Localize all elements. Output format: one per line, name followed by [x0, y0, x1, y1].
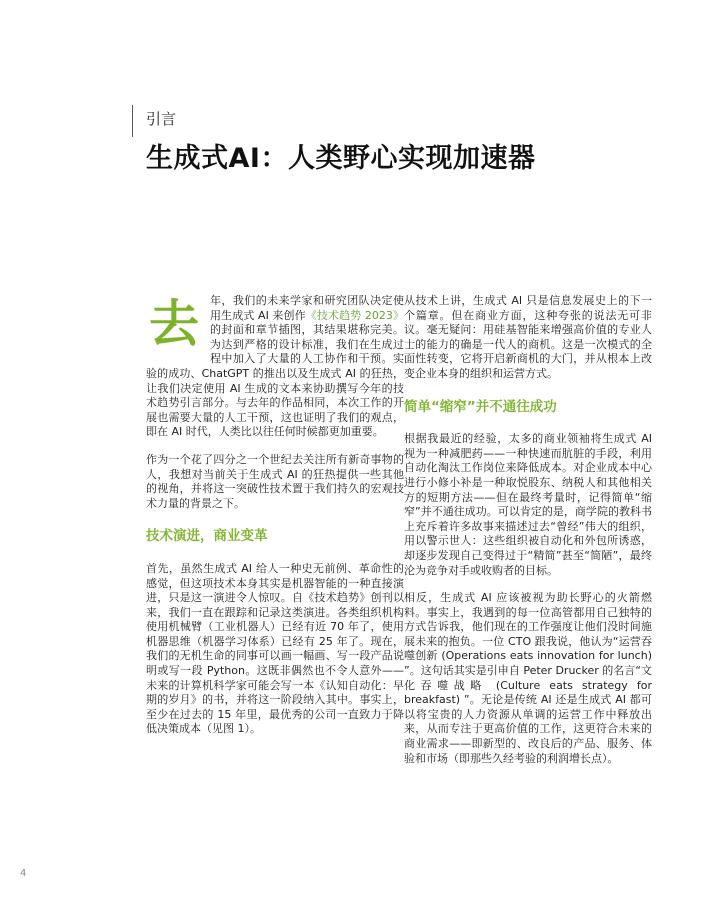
- right-column: [404, 294, 652, 779]
- paragraph-perspective: 作为一个花了四分之一个世纪去关注所有新奇事物的人，我想对当前关于生成式 AI 的狂热提供一些其他的视角，并将这一突破性技术置于我们持久的宏观技术力量的背景之下。: [146, 452, 404, 510]
- paragraph-business: 从技术上讲，生成式 AI 只是信息发展史上的下一个篇章。但在商业方面，这种夸张的说法无可非议。毫无疑问：用硅基智能来增强高价值的专业人士的能力的确是一代人的商机。这是一次模式的全面性转变，它将开启新商机的大门，并从根本上改变企业本身的组织和运营方式。: [404, 294, 652, 380]
- drop-cap: 去: [149, 295, 199, 353]
- intro-paragraph: [146, 294, 404, 440]
- paragraph-rocket-fuel: 相反，生成式 AI 应该被视为助长野心的火箭燃料。事实上，我遇到的每一位高管都用自己独特的方式告诉我，他们现在的工作强度让他们没时间施展未来的抱负。一位 CTO 跟我说，他认为“运营吞噬创新 (Operations eats innovation for lunch) ”。这句话其实是引申自 Peter Drucker 的名言“文化吞噬战略 (Culture eats strategy for breakfast) ”。无论是传统 AI 还是生成式 AI 都可以将宝贵的人力资源从单调的运营工作中释放出来，从而专注于更高价值的工作，这更符合未来的商业需求——即新型的、改良后的产品、服务、体验和市场（即那些久经考验的利润增长点）。: [404, 591, 652, 765]
- vertical-rule: [132, 105, 133, 137]
- page-title: 生成式AI：人类野心实现加速器: [146, 143, 536, 174]
- page-number: 4: [20, 868, 27, 879]
- tech-trends-link[interactable]: 《技术趋势 2023》: [305, 308, 404, 322]
- intro-text-start: 年，我们的未来学家和研究团队决定使用生成式 AI 来创作: [210, 294, 404, 322]
- subheading-narrowing: 简单“缩窄”并不通往成功: [404, 398, 557, 415]
- subheading-evolution: 技术演进，商业变革: [146, 528, 268, 545]
- paragraph-narrowing: 根据我最近的经验，太多的商业领袖将生成式 AI 视为一种减肥药——一种快速而肮脏的手段，利用自动化淘汰工作岗位来降低成本。对企业成本中心进行小修小补是一种取悦股东、纳税人和其他相关方的短期方法——但在最终考量时，记得简单“缩窄”并不通往成功。可以肯定的是，商学院的教科书上充斥着许多故事来描述过去“曾经”伟大的组织，用以警示世人：这些组织被自动化和外包所诱惑，却逐步发现自己变得过于“精简”甚至“简陋”，最终沦为竞争对手或收购者的目标。: [404, 432, 652, 577]
- section-label: 引言: [146, 110, 177, 128]
- paragraph-evolution: 首先，虽然生成式 AI 给人一种史无前例、革命性的感觉，但这项技术本身其实是机器智能的一种直接演进，只是这一演进令人惊叹。自《技术趋势》创刊以来，我们一直在跟踪和记录这类演进。各类组织机构使用机械臂（工业机器人）已经有近 70 年了，使用机器思维（机器学习体系）已经有 25 年了。现在，我们的无机生命的同事可以画一幅画、写一段产品说明或写一段 Python。这既非偶然也不令人意外——未来的计算机科学家可能会写一本《认知自动化：早期的岁月》的书，并将这一阶段纳入其中。事实上，至少在过去的 15 年里，最优秀的公司一直致力于降低决策成本（见图 1）。: [146, 561, 404, 736]
- left-column: [146, 294, 404, 750]
- intro-text-end: 的封面和章节插图，其结果堪称完美。为达到严格的设计标准，我们在生成过程中加入了大量的人工协作和干预。实验的成功、ChatGPT 的推出以及生成式 AI 的狂热，让我们决定使用 AI 生成的文本来协助撰写今年的技术趋势引言部分。与去年的作品相同，本次工作的开展也需要大量的人工干预，这也证明了我们的观点，即在 AI 时代，人类比以往任何时候都更加重要。: [146, 323, 404, 439]
